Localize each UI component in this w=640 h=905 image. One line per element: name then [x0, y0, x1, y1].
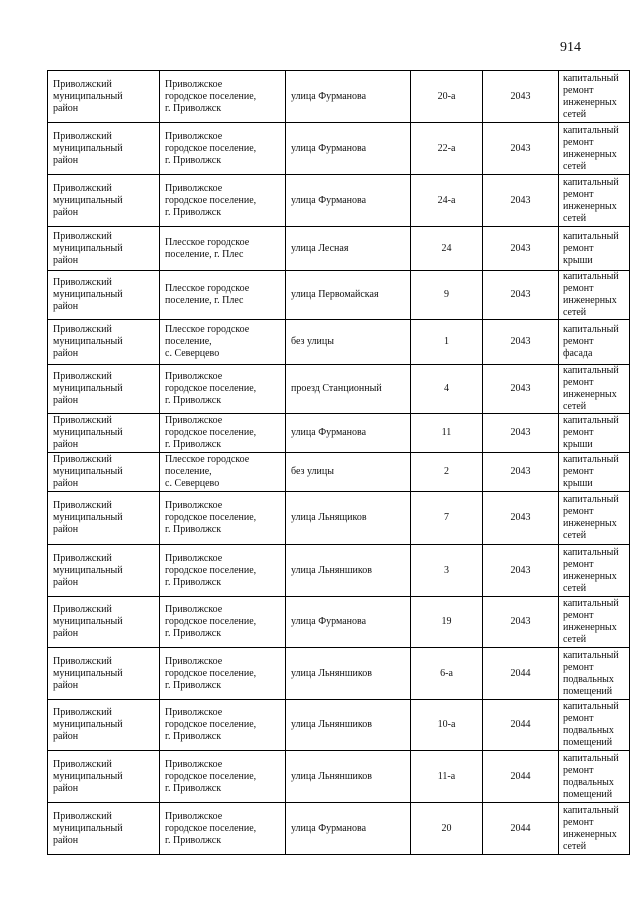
district-cell: Приволжский муниципальный район: [48, 700, 160, 751]
house-number-cell: 9: [411, 271, 483, 320]
work-type-cell: капитальный ремонт инженерных сетей: [559, 123, 630, 175]
year-cell: 2043: [483, 320, 559, 365]
year-cell: 2043: [483, 453, 559, 492]
house-number-cell: 4: [411, 365, 483, 414]
district-cell: Приволжский муниципальный район: [48, 414, 160, 453]
house-number-cell: 6-а: [411, 648, 483, 700]
settlement-cell: Приволжское городское поселение, г. Приволжск: [160, 365, 286, 414]
house-number-cell: 10-а: [411, 700, 483, 751]
settlement-cell: Плесское городское поселение, с. Северцево: [160, 320, 286, 365]
table-row: [48, 700, 630, 751]
street-cell: улица Фурманова: [286, 123, 411, 175]
street-cell: улица Льняншиков: [286, 700, 411, 751]
street-cell: без улицы: [286, 320, 411, 365]
district-cell: Приволжский муниципальный район: [48, 803, 160, 855]
house-number-cell: 19: [411, 597, 483, 648]
settlement-cell: Приволжское городское поселение, г. Приволжск: [160, 71, 286, 123]
settlement-cell: Приволжское городское поселение, г. Приволжск: [160, 175, 286, 227]
district-cell: Приволжский муниципальный район: [48, 227, 160, 271]
page-number: 914: [560, 40, 581, 55]
work-type-cell: капитальный ремонт инженерных сетей: [559, 175, 630, 227]
district-cell: Приволжский муниципальный район: [48, 320, 160, 365]
table-row: [48, 414, 630, 453]
work-type-cell: капитальный ремонт подвальных помещений: [559, 700, 630, 751]
table-row: [48, 175, 630, 227]
table-row: [48, 492, 630, 545]
table-row: [48, 71, 630, 123]
house-number-cell: 22-а: [411, 123, 483, 175]
district-cell: Приволжский муниципальный район: [48, 271, 160, 320]
year-cell: 2044: [483, 700, 559, 751]
table-row: [48, 597, 630, 648]
settlement-cell: Приволжское городское поселение, г. Приволжск: [160, 545, 286, 597]
street-cell: улица Фурманова: [286, 597, 411, 648]
district-cell: Приволжский муниципальный район: [48, 175, 160, 227]
settlement-cell: Приволжское городское поселение, г. Приволжск: [160, 648, 286, 700]
table-row: [48, 545, 630, 597]
house-number-cell: 2: [411, 453, 483, 492]
work-type-cell: капитальный ремонт подвальных помещений: [559, 751, 630, 803]
table-body: [48, 71, 630, 855]
district-cell: Приволжский муниципальный район: [48, 751, 160, 803]
settlement-cell: Приволжское городское поселение, г. Приволжск: [160, 751, 286, 803]
settlement-cell: Плесское городское поселение, г. Плес: [160, 271, 286, 320]
work-type-cell: капитальный ремонт инженерных сетей: [559, 365, 630, 414]
table-row: [48, 123, 630, 175]
settlement-cell: Плесское городское поселение, г. Плес: [160, 227, 286, 271]
table-row: [48, 751, 630, 803]
district-cell: Приволжский муниципальный район: [48, 597, 160, 648]
settlement-cell: Приволжское городское поселение, г. Приволжск: [160, 803, 286, 855]
district-cell: Приволжский муниципальный район: [48, 365, 160, 414]
work-type-cell: капитальный ремонт инженерных сетей: [559, 71, 630, 123]
year-cell: 2043: [483, 545, 559, 597]
year-cell: 2043: [483, 365, 559, 414]
table-row: [48, 365, 630, 414]
district-cell: Приволжский муниципальный район: [48, 492, 160, 545]
district-cell: Приволжский муниципальный район: [48, 453, 160, 492]
table-row: [48, 453, 630, 492]
house-number-cell: 24: [411, 227, 483, 271]
settlement-cell: Приволжское городское поселение, г. Приволжск: [160, 123, 286, 175]
street-cell: улица Лесная: [286, 227, 411, 271]
year-cell: 2043: [483, 597, 559, 648]
street-cell: улица Льнящиков: [286, 492, 411, 545]
work-type-cell: капитальный ремонт инженерных сетей: [559, 492, 630, 545]
street-cell: без улицы: [286, 453, 411, 492]
settlement-cell: Приволжское городское поселение, г. Приволжск: [160, 597, 286, 648]
table-row: [48, 271, 630, 320]
repair-schedule-table: [47, 70, 630, 855]
year-cell: 2043: [483, 123, 559, 175]
year-cell: 2043: [483, 175, 559, 227]
work-type-cell: капитальный ремонт инженерных сетей: [559, 271, 630, 320]
district-cell: Приволжский муниципальный район: [48, 71, 160, 123]
settlement-cell: Приволжское городское поселение, г. Приволжск: [160, 414, 286, 453]
street-cell: улица Льняншиков: [286, 648, 411, 700]
table-row: [48, 803, 630, 855]
house-number-cell: 24-а: [411, 175, 483, 227]
year-cell: 2043: [483, 271, 559, 320]
street-cell: улица Льняншиков: [286, 751, 411, 803]
table-row: [48, 320, 630, 365]
house-number-cell: 7: [411, 492, 483, 545]
work-type-cell: капитальный ремонт крыши: [559, 453, 630, 492]
street-cell: улица Фурманова: [286, 803, 411, 855]
street-cell: улица Фурманова: [286, 71, 411, 123]
year-cell: 2044: [483, 648, 559, 700]
settlement-cell: Приволжское городское поселение, г. Приволжск: [160, 700, 286, 751]
street-cell: улица Первомайская: [286, 271, 411, 320]
house-number-cell: 11: [411, 414, 483, 453]
street-cell: улица Фурманова: [286, 175, 411, 227]
district-cell: Приволжский муниципальный район: [48, 545, 160, 597]
house-number-cell: 20: [411, 803, 483, 855]
house-number-cell: 3: [411, 545, 483, 597]
year-cell: 2044: [483, 751, 559, 803]
street-cell: улица Фурманова: [286, 414, 411, 453]
street-cell: проезд Станционный: [286, 365, 411, 414]
work-type-cell: капитальный ремонт фасада: [559, 320, 630, 365]
district-cell: Приволжский муниципальный район: [48, 648, 160, 700]
work-type-cell: капитальный ремонт крыши: [559, 227, 630, 271]
year-cell: 2043: [483, 71, 559, 123]
table-row: [48, 227, 630, 271]
year-cell: 2044: [483, 803, 559, 855]
district-cell: Приволжский муниципальный район: [48, 123, 160, 175]
table-row: [48, 648, 630, 700]
work-type-cell: капитальный ремонт инженерных сетей: [559, 803, 630, 855]
settlement-cell: Плесское городское поселение, с. Северцево: [160, 453, 286, 492]
work-type-cell: капитальный ремонт подвальных помещений: [559, 648, 630, 700]
year-cell: 2043: [483, 227, 559, 271]
house-number-cell: 11-а: [411, 751, 483, 803]
year-cell: 2043: [483, 414, 559, 453]
settlement-cell: Приволжское городское поселение, г. Приволжск: [160, 492, 286, 545]
street-cell: улица Льняншиков: [286, 545, 411, 597]
work-type-cell: капитальный ремонт инженерных сетей: [559, 597, 630, 648]
house-number-cell: 20-а: [411, 71, 483, 123]
year-cell: 2043: [483, 492, 559, 545]
work-type-cell: капитальный ремонт инженерных сетей: [559, 545, 630, 597]
house-number-cell: 1: [411, 320, 483, 365]
work-type-cell: капитальный ремонт крыши: [559, 414, 630, 453]
